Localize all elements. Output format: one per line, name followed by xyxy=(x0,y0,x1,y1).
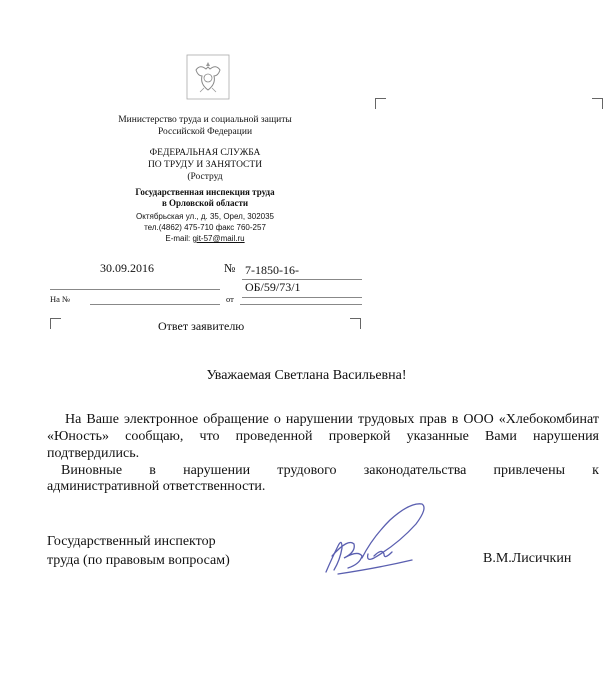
emblem-icon xyxy=(186,54,230,100)
phone: тел.(4862) 475-710 факс 760-257 xyxy=(144,223,266,232)
number-symbol: № xyxy=(224,261,236,275)
address: Октябрьская ул., д. 35, Орел, 302035 xyxy=(136,212,274,221)
inspection-name xyxy=(100,187,310,209)
body-paragraph-line: Виновные в нарушении трудового законодательства привлечены к xyxy=(61,463,599,478)
corner-mark xyxy=(350,318,361,329)
corner-mark xyxy=(592,98,603,109)
ministry-name xyxy=(100,114,310,138)
service-name xyxy=(100,147,310,183)
ministry-line: Министерство труда и социальной защиты xyxy=(118,115,292,125)
inspection-line: Государственная инспекция труда xyxy=(135,187,275,197)
service-line: (Роструд xyxy=(187,172,223,182)
email-line xyxy=(100,233,310,244)
ministry-line: Российской Федерации xyxy=(157,127,253,137)
number-underline xyxy=(242,279,362,280)
ot-underline xyxy=(240,304,362,305)
signatory-name: В.М.Лисичкин xyxy=(483,551,572,566)
na-underline xyxy=(90,304,220,305)
contact-block xyxy=(100,211,310,244)
body-paragraph: На Ваше электронное обращение о нарушении трудовых прав в ООО «Хлебокомбинат «Юность» сообщаю, что проведенной проверкой указанные Вами нарушения подтвердились. xyxy=(47,412,599,461)
number-line: 7-1850-16- xyxy=(245,263,299,277)
corner-mark xyxy=(50,318,61,329)
number-underline xyxy=(242,297,362,298)
service-line: ФЕДЕРАЛЬНАЯ СЛУЖБА xyxy=(149,148,261,158)
ot-label: от xyxy=(226,294,234,304)
number-line: ОБ/59/73/1 xyxy=(245,280,301,294)
email-link[interactable]: git-57@mail.ru xyxy=(192,234,245,243)
signatory-position xyxy=(47,532,230,570)
greeting: Уважаемая Светлана Васильевна! xyxy=(206,368,407,383)
date-underline xyxy=(50,289,220,290)
subject-line: Ответ заявителю xyxy=(158,319,245,333)
position-line: Государственный инспектор xyxy=(47,534,216,549)
position-line: труда (по правовым вопросам) xyxy=(47,553,230,568)
inspection-line: в Орловской области xyxy=(161,198,249,208)
body-paragraph-line: административной ответственности. xyxy=(47,479,266,494)
corner-mark xyxy=(375,98,386,109)
na-label: На № xyxy=(50,294,71,304)
email-label: E-mail: xyxy=(165,234,191,243)
letter-date: 30.09.2016 xyxy=(100,261,154,275)
signature-image xyxy=(318,498,430,578)
service-line: ПО ТРУДУ И ЗАНЯТОСТИ xyxy=(147,160,263,170)
